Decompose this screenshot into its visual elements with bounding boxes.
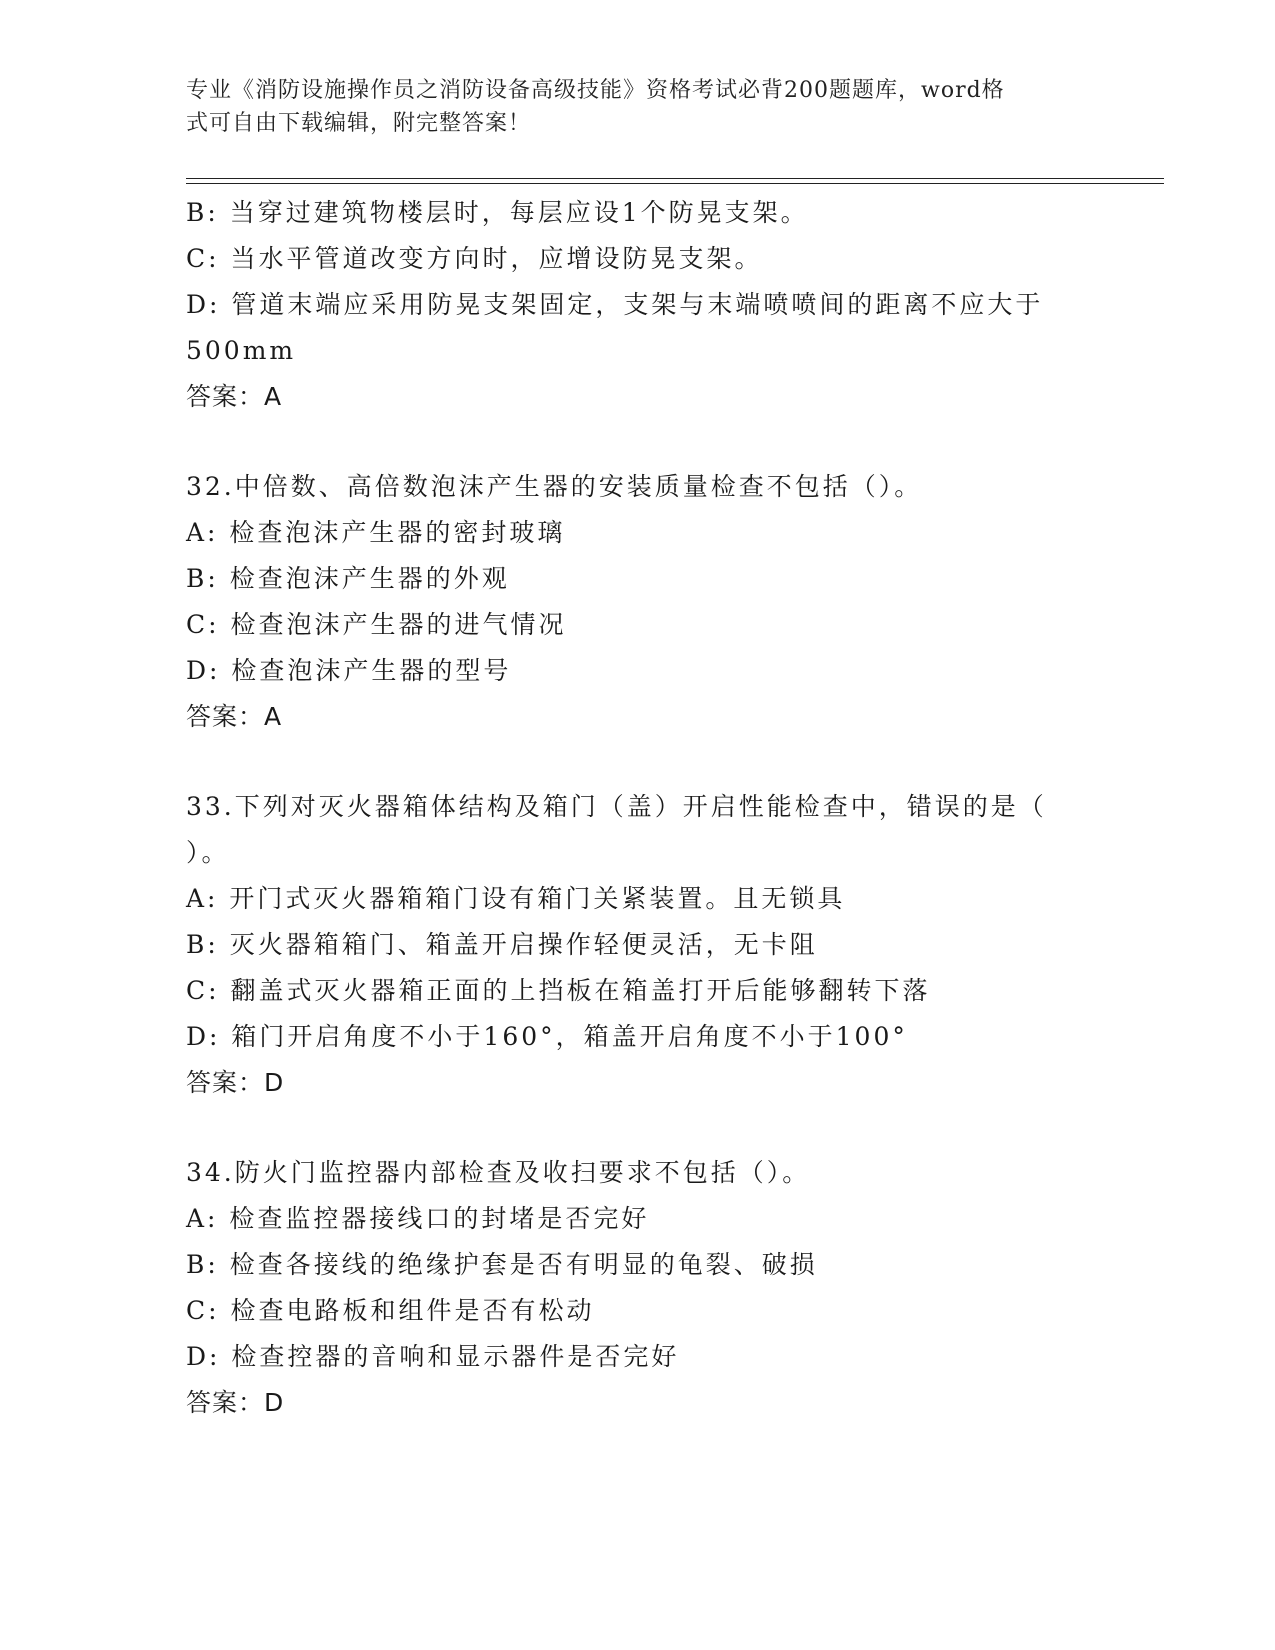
question-34 — [186, 1150, 1086, 1426]
option-a: A: 检查监控器接线口的封堵是否完好 — [186, 1204, 650, 1233]
option-c: C: 当水平管道改变方向时，应增设防晃支架。 — [186, 244, 763, 273]
option-d: D: 管道末端应采用防晃支架固定，支架与末端喷喷间的距离不应大于 — [186, 290, 1044, 319]
option-b: B: 灭火器箱箱门、箱盖开启操作轻便灵活，无卡阻 — [186, 930, 818, 959]
option-c: C: 检查电路板和组件是否有松动 — [186, 1296, 595, 1325]
header-divider-bottom — [186, 183, 1164, 184]
answer-line: 答案：A — [186, 382, 283, 411]
answer-line: 答案：A — [186, 702, 283, 731]
option-b: B: 检查各接线的绝缘护套是否有明显的龟裂、破损 — [186, 1250, 818, 1279]
option-a: A: 开门式灭火器箱箱门设有箱门关紧装置。且无锁具 — [186, 884, 846, 913]
question-32 — [186, 464, 1086, 740]
option-a: A: 检查泡沫产生器的密封玻璃 — [186, 518, 566, 547]
option-c: C: 检查泡沫产生器的进气情况 — [186, 610, 567, 639]
option-d-continued: 500mm — [186, 336, 297, 365]
option-d: D: 箱门开启角度不小于160°，箱盖开启角度不小于100° — [186, 1022, 908, 1051]
option-b: B: 检查泡沫产生器的外观 — [186, 564, 510, 593]
answer-line: 答案：D — [186, 1388, 285, 1417]
option-b: B: 当穿过建筑物楼层时，每层应设1个防晃支架。 — [186, 198, 809, 227]
answer-line: 答案：D — [186, 1068, 285, 1097]
option-d: D: 检查泡沫产生器的型号 — [186, 656, 512, 685]
header-divider-top — [186, 178, 1164, 179]
question-33 — [186, 784, 1086, 1106]
header-line-1: 专业《消防设施操作员之消防设备高级技能》资格考试必背200题题库，word格 — [186, 78, 1005, 103]
question-31-continued — [186, 190, 1086, 420]
header-line-2: 式可自由下载编辑，附完整答案！ — [186, 111, 532, 136]
option-d: D: 检查控器的音响和显示器件是否完好 — [186, 1342, 680, 1371]
question-stem: 33.下列对灭火器箱体结构及箱门（盖）开启性能检查中，错误的是（ — [186, 792, 1047, 821]
question-stem: 32.中倍数、高倍数泡沫产生器的安装质量检查不包括（）。 — [186, 472, 923, 501]
document-body — [186, 190, 1086, 1426]
question-stem: 34.防火门监控器内部检查及收扫要求不包括（）。 — [186, 1158, 811, 1187]
option-c: C: 翻盖式灭火器箱正面的上挡板在箱盖打开后能够翻转下落 — [186, 976, 931, 1005]
document-header — [186, 74, 1086, 140]
question-stem-continued: ）。 — [186, 838, 230, 867]
